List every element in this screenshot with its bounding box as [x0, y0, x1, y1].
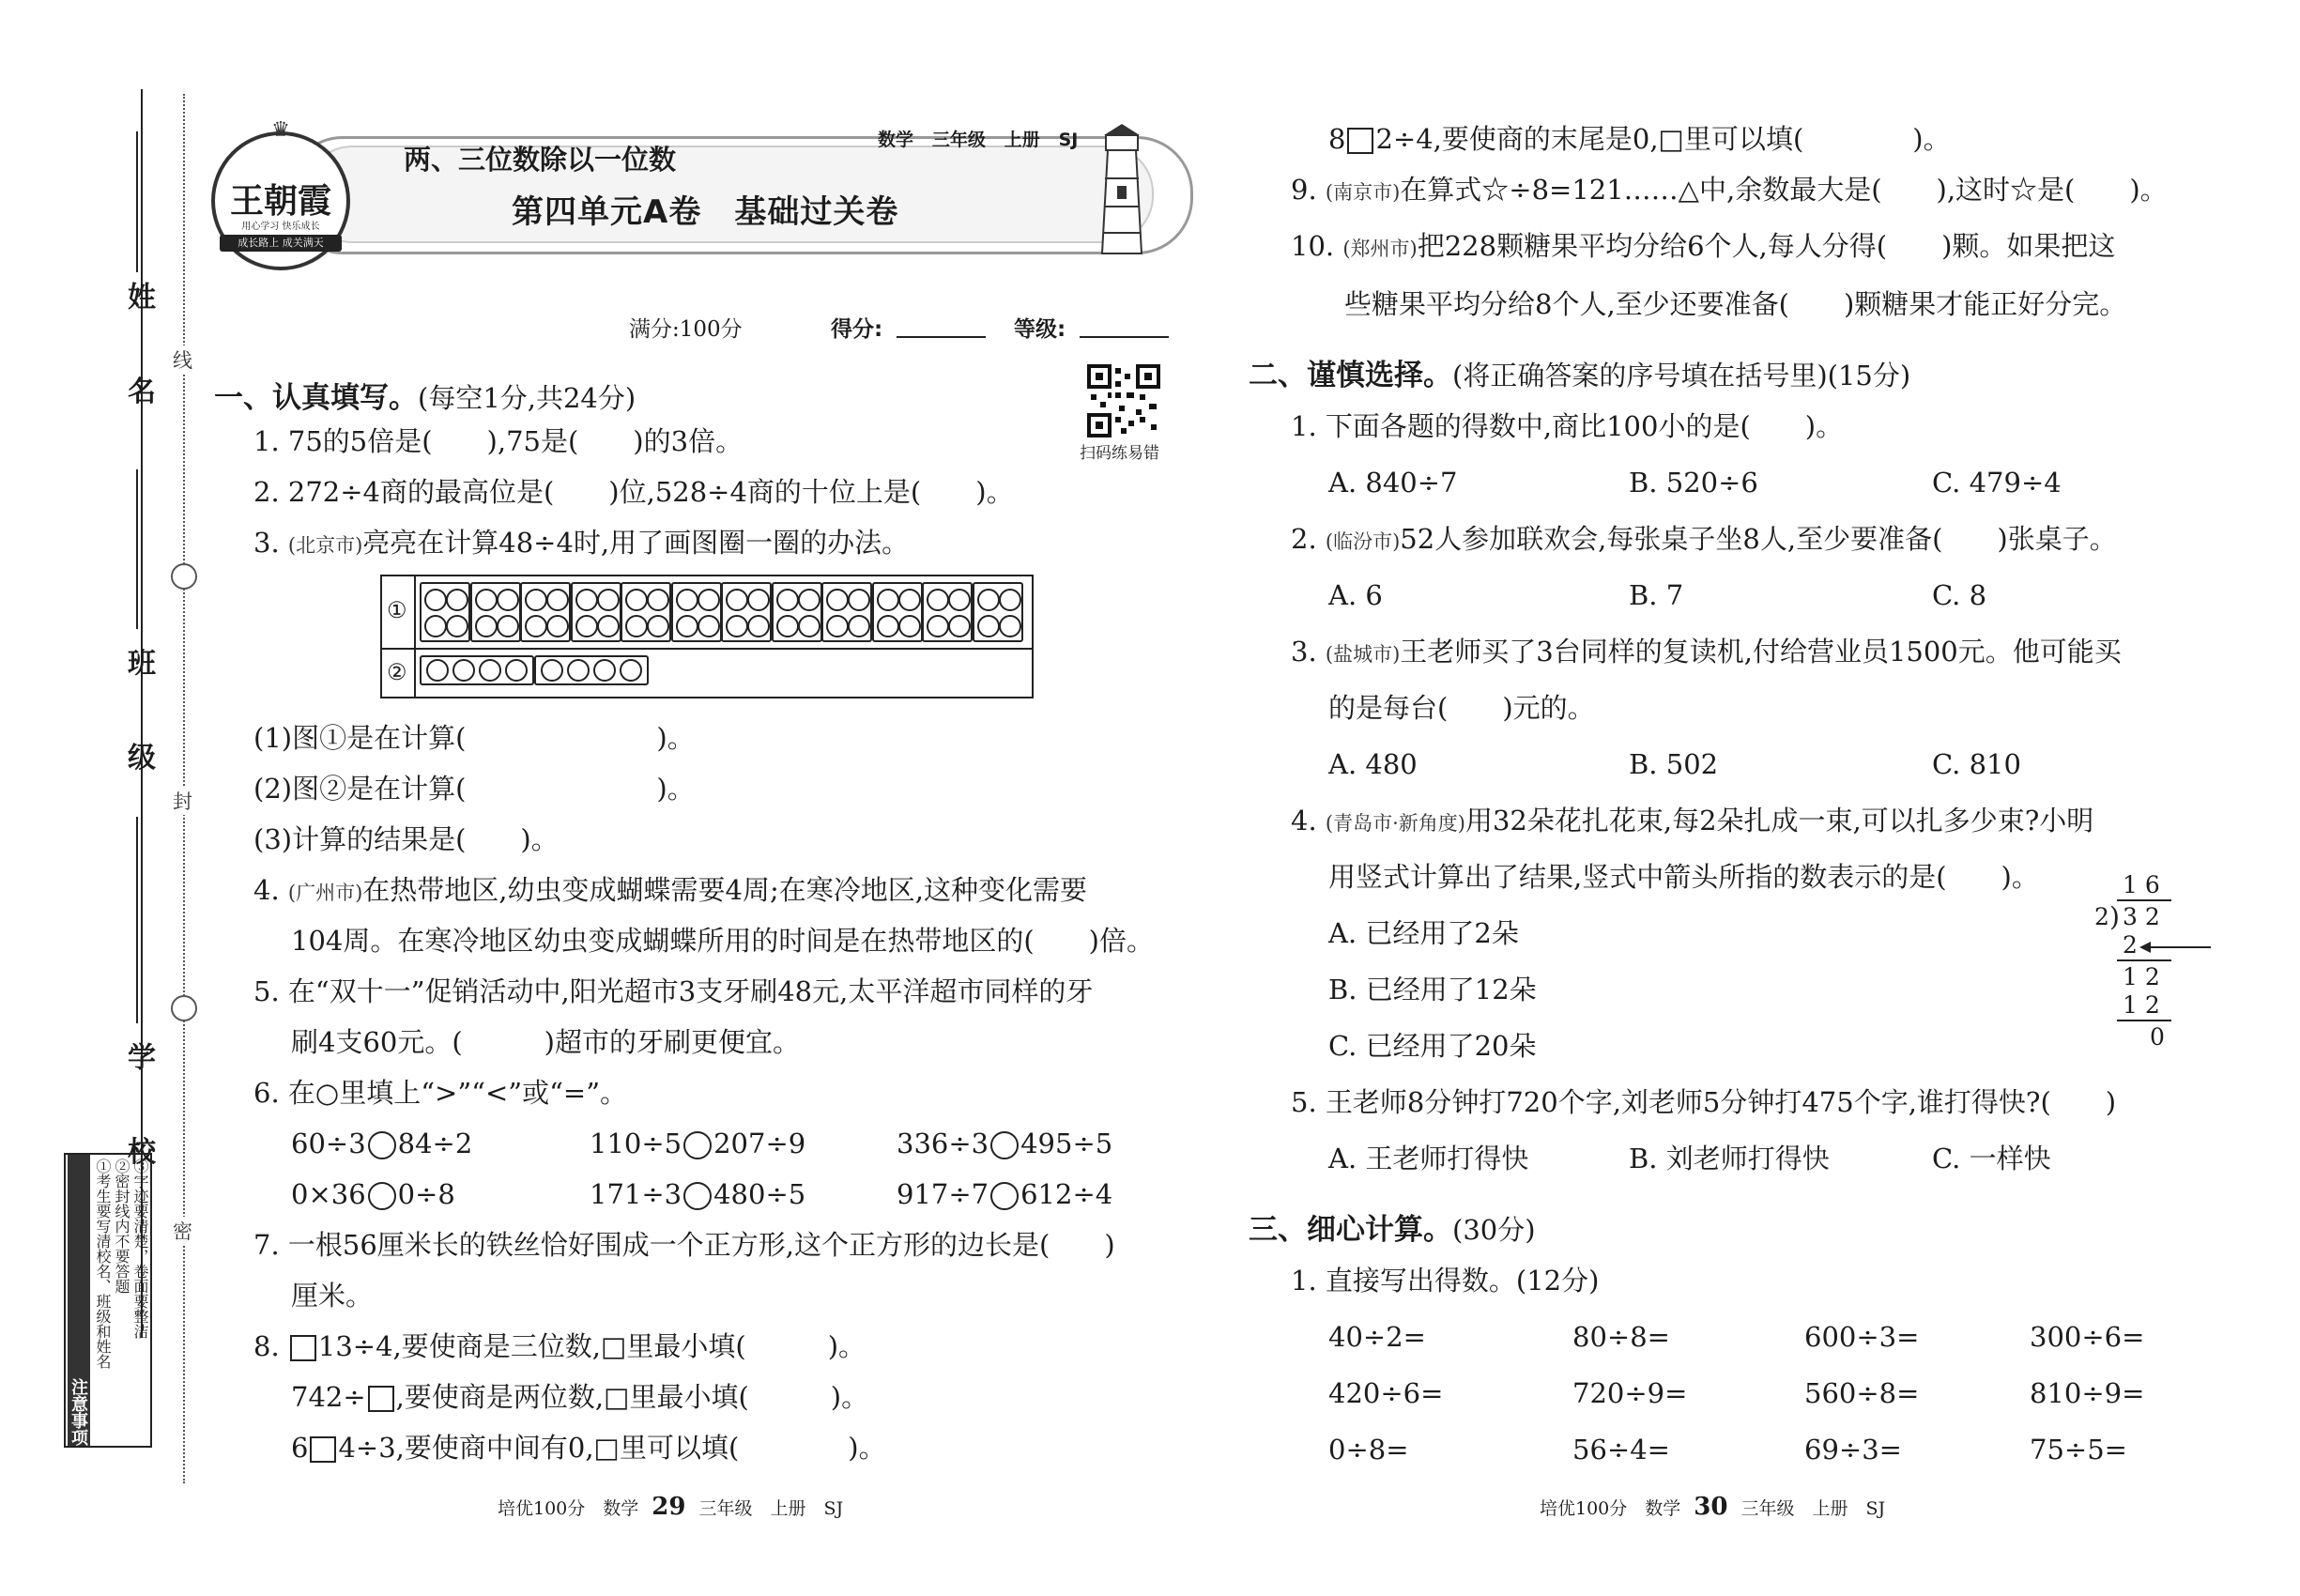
- section-1-heading: 一、认真填写。: [214, 381, 418, 415]
- choice-1-option-c[interactable]: C. 479÷4: [1932, 467, 2062, 499]
- calc-item[interactable]: 69÷3=: [1804, 1434, 1902, 1466]
- choice-5-text: 5. 王老师8分钟打720个字,刘老师5分钟打475个字,谁打得快?( ): [1291, 1086, 2117, 1118]
- division-row-2: 1 2: [2123, 963, 2160, 990]
- grade-field[interactable]: [1080, 336, 1169, 338]
- figure-label-divider: [414, 576, 416, 697]
- header-banner: [202, 113, 1188, 263]
- logo-text: 王朝霞: [229, 181, 331, 221]
- logo-sub2: 成长路上 成关满天: [220, 235, 342, 252]
- tag-grade: 三年级: [931, 130, 986, 150]
- q6-item-5-right: 480÷5: [713, 1178, 806, 1210]
- calc-item[interactable]: 40÷2=: [1328, 1321, 1426, 1353]
- circle: [999, 589, 1021, 611]
- choice-4-num: 4.: [1291, 805, 1317, 836]
- punch-hole-1: [171, 563, 197, 590]
- circle: [497, 615, 519, 637]
- division-divisor: 2: [2094, 903, 2109, 930]
- q3-text: 亮亮在计算48÷4时,用了画图圈一圈的办法。: [362, 527, 910, 559]
- q10-text-1: 把228颗糖果平均分给6个人,每人分得( )颗。如果把这: [1417, 230, 2116, 262]
- choice-2-source: (临汾市): [1325, 530, 1401, 553]
- choice-2-option-b[interactable]: B. 7: [1629, 579, 1684, 611]
- circle-group: [721, 582, 772, 642]
- circle: [776, 589, 799, 611]
- q9-source: (南京市): [1325, 181, 1401, 204]
- lighthouse-icon: [1080, 122, 1164, 263]
- calc-instructions: 1. 直接写出得数。(12分): [1291, 1265, 1600, 1297]
- score-label: 得分:: [831, 317, 883, 342]
- cut-mark-3: 密: [173, 1217, 192, 1245]
- choice-5-option-c[interactable]: C. 一样快: [1932, 1143, 2051, 1174]
- circle-group: [420, 655, 534, 685]
- page-title: 第四单元A卷 基础过关卷: [512, 193, 899, 231]
- circle: [977, 589, 1000, 611]
- division-bar: [2117, 899, 2171, 901]
- q10-source: (郑州市): [1342, 238, 1418, 260]
- q6-item-1-left: 60÷3: [291, 1128, 366, 1159]
- q5-text-2: 刷4支60元。( )超市的牙刷更便宜。: [291, 1026, 800, 1058]
- choice-3-option-c[interactable]: C. 810: [1932, 748, 2021, 780]
- figure-row-1: [420, 576, 1030, 648]
- circle: [798, 589, 820, 611]
- circle-group: [520, 582, 571, 642]
- qr-code-icon[interactable]: [1087, 364, 1160, 437]
- circle: [698, 615, 720, 637]
- circle: [546, 615, 569, 637]
- section-2-title: [1249, 351, 1910, 393]
- notice-title: 注意事项: [68, 1155, 90, 1446]
- q7-text-2: 厘米。: [291, 1280, 374, 1312]
- q4-text-2: 104周。在寒冷地区幼虫变成蝴蝶所用的时间是在热带地区的( )倍。: [291, 925, 1154, 957]
- blank-square[interactable]: [368, 1386, 394, 1412]
- circle: [567, 659, 590, 682]
- figure-label-1: ①: [387, 597, 407, 623]
- division-line-2: [2117, 1020, 2171, 1021]
- circle: [776, 615, 799, 637]
- circle-group: [571, 582, 621, 642]
- q8-part-4-head: 8: [1328, 123, 1346, 155]
- q7-text-1: 7. 一根56厘米长的铁丝恰好围成一个正方形,这个正方形的边长是( ): [253, 1229, 1115, 1261]
- compare-circle[interactable]: [683, 1182, 712, 1210]
- q10-text-2: 些糖果平均分给8个人,至少还要准备( )颗糖果才能正好分完。: [1344, 288, 2127, 320]
- division-quotient: 1 6: [2123, 871, 2160, 898]
- circle: [826, 615, 849, 637]
- calc-item[interactable]: 300÷6=: [2030, 1321, 2145, 1353]
- choice-3: [1291, 633, 2122, 673]
- q3-part-3: (3)计算的结果是( )。: [253, 823, 559, 855]
- q6-item-4-right: 0÷8: [397, 1178, 455, 1210]
- calc-item[interactable]: 720÷9=: [1572, 1377, 1688, 1409]
- grade-label: 等级:: [1014, 317, 1066, 342]
- q6-item-6-right: 612÷4: [1020, 1178, 1113, 1210]
- q9-num: 9.: [1291, 174, 1317, 206]
- q3-source: (北京市): [287, 534, 363, 557]
- circle: [575, 589, 598, 611]
- circle: [546, 589, 569, 611]
- qr-caption: 扫码练易错: [1080, 444, 1159, 463]
- section-2-note: (将正确答案的序号填在括号里)(15分): [1452, 360, 1911, 391]
- q6-item-6: [897, 1175, 1112, 1213]
- choice-1-text: 1. 下面各题的得数中,商比100小的是( )。: [1291, 410, 1844, 442]
- circle: [877, 589, 899, 611]
- q3-part-1: (1)图①是在计算( )。: [253, 722, 695, 754]
- circle: [525, 615, 547, 637]
- circle: [927, 589, 949, 611]
- q8-part-3-text: 4÷3,要使商中间有0,□里可以填( )。: [338, 1432, 886, 1464]
- compare-circle[interactable]: [990, 1131, 1019, 1159]
- crown-icon: ♛: [271, 118, 290, 142]
- circle: [747, 589, 770, 611]
- choice-3-option-a[interactable]: A. 480: [1328, 748, 1418, 780]
- calc-item[interactable]: 56÷4=: [1572, 1434, 1670, 1466]
- q8-part-2-text: ,要使商是两位数,□里最小填( )。: [395, 1381, 869, 1413]
- calc-item[interactable]: 0÷8=: [1328, 1434, 1409, 1466]
- arrow-left-icon: [2139, 941, 2211, 954]
- footer-brand: 培优100分 数学: [498, 1498, 639, 1519]
- q8-part-4-text: 2÷4,要使商的末尾是0,□里可以填( )。: [1375, 123, 1951, 155]
- q8-num: 8.: [253, 1330, 280, 1362]
- q6-item-2-right: 207÷9: [713, 1128, 806, 1159]
- choice-3-source: (盐城市): [1325, 643, 1401, 666]
- circle: [826, 589, 849, 611]
- footer-right: [1540, 1493, 1885, 1521]
- figure-label-2: ②: [387, 659, 407, 685]
- calc-item[interactable]: 75÷5=: [2030, 1434, 2127, 1466]
- circle: [625, 589, 648, 611]
- compare-circle[interactable]: [368, 1182, 396, 1210]
- q6-item-3-right: 495÷5: [1020, 1128, 1113, 1159]
- circle: [475, 615, 498, 637]
- circle-group: [922, 582, 973, 642]
- school-field[interactable]: [136, 817, 138, 1023]
- choice-4-option-b[interactable]: B. 已经用了12朵: [1328, 974, 1537, 1005]
- q4-num: 4.: [253, 874, 280, 906]
- figure-row-2: [420, 650, 1030, 695]
- section-3-title: [1249, 1205, 1536, 1248]
- calc-item[interactable]: 420÷6=: [1328, 1377, 1444, 1409]
- logo-sub1: 用心学习 快乐成长: [241, 222, 320, 232]
- division-row-3: 1 2: [2123, 991, 2160, 1019]
- blank-square[interactable]: [290, 1335, 316, 1361]
- name-label: 姓 名: [122, 282, 155, 433]
- q6-item-4-left: 0×36: [291, 1178, 366, 1210]
- q1-text: 1. 75的5倍是( ),75是( )的3倍。: [253, 425, 744, 457]
- q10-num: 10.: [1291, 230, 1335, 262]
- circle: [541, 659, 563, 682]
- q8-part-3-head: 6: [291, 1432, 309, 1464]
- circle: [848, 615, 870, 637]
- circle: [647, 615, 669, 637]
- long-division: [2089, 871, 2211, 1059]
- circle: [848, 589, 870, 611]
- choice-1-option-a[interactable]: A. 840÷7: [1328, 467, 1458, 499]
- compare-circle[interactable]: [368, 1131, 396, 1159]
- calc-item[interactable]: 810÷9=: [2030, 1377, 2145, 1409]
- choice-4-option-c[interactable]: C. 已经用了20朵: [1328, 1030, 1537, 1062]
- circle: [898, 615, 921, 637]
- score-field[interactable]: [897, 336, 986, 338]
- circle: [597, 589, 620, 611]
- choice-3-text-2: 的是每台( )元的。: [1328, 692, 1595, 724]
- q4: [253, 871, 1087, 912]
- division-remainder: 0: [2150, 1023, 2165, 1051]
- class-label: 班 级: [122, 648, 155, 799]
- circle: [747, 615, 770, 637]
- cut-mark-2: 封: [173, 787, 192, 815]
- q8-part-2-head: 742÷: [291, 1381, 366, 1413]
- circle: [877, 615, 899, 637]
- circle: [977, 615, 1000, 637]
- calc-item[interactable]: 80÷8=: [1572, 1321, 1670, 1353]
- section-3-note: (30分): [1452, 1214, 1536, 1246]
- logo: [211, 118, 350, 270]
- circle: [446, 615, 468, 637]
- q6-item-1-right: 84÷2: [397, 1128, 473, 1159]
- unit-topic: 两、三位数除以一位数: [404, 144, 677, 176]
- tag-volume: 上册: [1004, 130, 1040, 150]
- choice-1-option-b[interactable]: B. 520÷6: [1629, 467, 1758, 499]
- page-number: 29: [652, 1493, 686, 1521]
- choice-4-option-a[interactable]: A. 已经用了2朵: [1328, 917, 1519, 949]
- q2-text: 2. 272÷4商的最高位是( )位,528÷4商的十位上是( )。: [253, 476, 1014, 508]
- q5-text-1: 5. 在“双十一”促销活动中,阳光超市3支牙刷48元,太平洋超市同样的牙: [253, 975, 1094, 1007]
- circle: [525, 589, 547, 611]
- circle-figure: [380, 575, 1034, 698]
- circle: [798, 615, 820, 637]
- full-score: 满分:100分: [629, 317, 743, 342]
- section-1-title: [214, 374, 636, 416]
- q9-text: 在算式☆÷8=121……△中,余数最大是( ),这时☆是( )。: [1400, 174, 2168, 206]
- choice-2-option-a[interactable]: A. 6: [1328, 579, 1383, 611]
- choice-4-source: (青岛市·新角度): [1325, 812, 1465, 835]
- page-number: 30: [1694, 1493, 1728, 1521]
- division-dividend: 3 2: [2123, 903, 2160, 930]
- choice-2-option-c[interactable]: C. 8: [1932, 579, 1987, 611]
- q6-item-2: [590, 1125, 805, 1162]
- circle-group: [671, 582, 722, 642]
- section-2-heading: 二、谨慎选择。: [1249, 359, 1452, 392]
- circle: [426, 659, 449, 682]
- compare-circle[interactable]: [990, 1182, 1019, 1210]
- q4-text-1: 在热带地区,幼虫变成蝴蝶需要4周;在寒冷地区,这种变化需要: [362, 874, 1087, 906]
- footer-left: [498, 1493, 843, 1521]
- circle: [676, 589, 698, 611]
- circle-group: [872, 582, 923, 642]
- q6-item-3: [897, 1125, 1112, 1162]
- circle: [625, 615, 648, 637]
- circle: [620, 659, 642, 682]
- section-1-note: (每空1分,共24分): [418, 382, 636, 414]
- choice-4: [1291, 802, 2093, 842]
- q6-item-5: [590, 1175, 805, 1213]
- circle: [948, 589, 971, 611]
- circle: [726, 615, 748, 637]
- circle-group: [621, 582, 671, 642]
- name-field[interactable]: [136, 131, 138, 272]
- footer-info: 三年级 上册 SJ: [698, 1498, 844, 1519]
- class-field[interactable]: [136, 469, 138, 629]
- q6-item-5-left: 171÷3: [590, 1178, 682, 1210]
- circle: [479, 659, 501, 682]
- section-3-heading: 三、细心计算。: [1249, 1213, 1452, 1247]
- notice-item-1: ①考生要写清校名、班级和姓名: [94, 1159, 112, 1369]
- circle-group: [534, 655, 649, 685]
- q6-item-2-left: 110÷5: [590, 1128, 682, 1159]
- q9: [1291, 171, 2168, 211]
- choice-3-num: 3.: [1291, 636, 1317, 668]
- circle-group: [973, 582, 1023, 642]
- circle: [575, 615, 598, 637]
- q6-item-4: [291, 1175, 455, 1213]
- circle: [726, 589, 748, 611]
- circle: [497, 589, 519, 611]
- circle: [424, 615, 447, 637]
- circle: [647, 589, 669, 611]
- q3: [253, 524, 909, 564]
- choice-5-option-a[interactable]: A. 王老师打得快: [1328, 1143, 1529, 1174]
- q6-item-6-left: 917÷7: [897, 1178, 989, 1210]
- choice-4-text-2: 用竖式计算出了结果,竖式中箭头所指的数表示的是( )。: [1328, 861, 2039, 893]
- circle: [446, 589, 468, 611]
- division-line-1: [2117, 959, 2171, 961]
- school-label: 学 校: [122, 1042, 155, 1193]
- q8-part-1: [253, 1327, 866, 1365]
- choice-3-text-1: 王老师买了3台同样的复读机,付给营业员1500元。他可能买: [1400, 636, 2122, 668]
- circle-group: [772, 582, 822, 642]
- choice-4-text-1: 用32朵花扎花束,每2朵扎成一束,可以扎多少束?小明: [1464, 805, 2094, 836]
- cut-mark-1: 线: [173, 345, 192, 374]
- circle: [593, 659, 616, 682]
- division-bracket: ): [2109, 901, 2120, 932]
- circle: [948, 615, 971, 637]
- circle-group: [821, 582, 872, 642]
- circle: [698, 589, 720, 611]
- circle: [424, 589, 447, 611]
- binding-margin: [0, 0, 192, 1596]
- circle: [452, 659, 475, 682]
- q10: [1291, 227, 2115, 268]
- footer-brand: 培优100分 数学: [1540, 1498, 1681, 1519]
- choice-5-option-b[interactable]: B. 刘老师打得快: [1629, 1143, 1830, 1174]
- punch-hole-2: [171, 995, 197, 1021]
- circle: [999, 615, 1021, 637]
- subject-tags: [878, 126, 1078, 151]
- circle: [927, 615, 949, 637]
- circle-group: [470, 582, 521, 642]
- blank-square[interactable]: [1347, 128, 1373, 154]
- circle: [898, 589, 921, 611]
- q4-source: (广州市): [287, 882, 363, 904]
- q6-item-1: [291, 1125, 472, 1162]
- choice-2-num: 2.: [1291, 523, 1317, 555]
- circle: [475, 589, 498, 611]
- compare-circle[interactable]: [683, 1131, 712, 1159]
- q8-part-2: [291, 1378, 868, 1416]
- choice-2-text: 52人参加联欢会,每张桌子坐8人,至少要准备( )张桌子。: [1400, 523, 2117, 555]
- q3-part-2: (2)图②是在计算( )。: [253, 773, 695, 805]
- calc-item[interactable]: 560÷8=: [1804, 1377, 1920, 1409]
- footer-info: 三年级 上册 SJ: [1740, 1498, 1886, 1519]
- tag-subject: 数学: [878, 130, 914, 150]
- blank-square[interactable]: [310, 1436, 336, 1463]
- tag-edition: SJ: [1058, 130, 1079, 150]
- notice-item-3: ③字迹要清楚，卷面要整洁: [131, 1159, 149, 1339]
- q8-part-3: [291, 1429, 886, 1466]
- circle: [597, 615, 620, 637]
- circle: [676, 615, 698, 637]
- circle: [505, 659, 528, 682]
- q6-item-3-left: 336÷3: [897, 1128, 989, 1159]
- division-row-1: 2: [2123, 931, 2138, 959]
- q8-part-1-text: 13÷4,要使商是三位数,□里最小填( )。: [317, 1330, 866, 1362]
- notice-box: [64, 1153, 152, 1448]
- choice-2: [1291, 520, 2117, 560]
- q8-part-4: [1328, 120, 1951, 158]
- circle-group: [420, 582, 470, 642]
- choice-3-option-b[interactable]: B. 502: [1629, 748, 1719, 780]
- q6-text: 6. 在○里填上“>”“<”或“=”。: [253, 1077, 628, 1109]
- calc-item[interactable]: 600÷3=: [1804, 1321, 1920, 1353]
- notice-item-2: ②密封线内不要答题: [113, 1159, 130, 1294]
- q3-num: 3.: [253, 527, 280, 559]
